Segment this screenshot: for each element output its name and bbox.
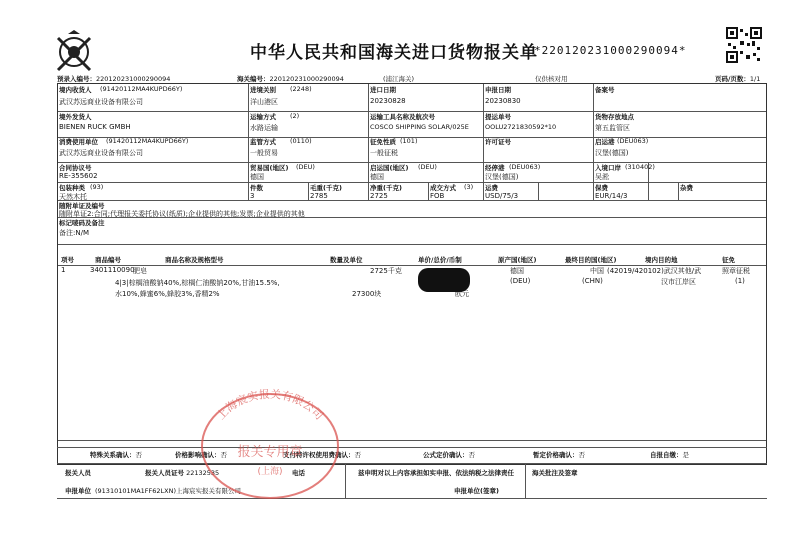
pieces: 3 xyxy=(250,192,255,200)
misc-label: 杂费 xyxy=(680,184,693,192)
user-name: 武汉苏远商业设备有限公司 xyxy=(59,149,143,157)
preentry-value: 220120231000290094 xyxy=(96,75,171,83)
net-label: 净重(千克) xyxy=(370,184,402,192)
royalty-value: 否 xyxy=(354,451,361,459)
selfreport-confirm xyxy=(650,450,689,459)
goods-origin-header: 原产国(地区) xyxy=(498,256,537,264)
departure-name: 汉堡(德国) xyxy=(595,149,629,157)
import-date: 20230828 xyxy=(370,97,406,105)
agent-seal-label: 申报单位(签章) xyxy=(454,487,499,495)
goods-dest-name: 中国 xyxy=(590,267,604,275)
selfreport-value: 是 xyxy=(682,451,689,459)
pieces-label: 件数 xyxy=(250,184,263,192)
special-label: 特殊关系确认： xyxy=(90,451,136,459)
goods-domestic-2: 汉市江岸区 xyxy=(661,278,696,286)
formula-confirm xyxy=(423,450,475,459)
goods-name-2: 4|3|棕榈油酸钠40%,棕榈仁油酸钠20%,甘油15.5%, xyxy=(115,279,280,287)
customs-remark-label: 海关批注及签章 xyxy=(532,469,578,477)
transit-port-label: 经停港 xyxy=(485,164,505,172)
freight: USD/75/3 xyxy=(485,192,519,200)
levy-code: (101) xyxy=(400,137,418,145)
agent: (91310101MA1FF62LXN)上海宸实报关有限公司 xyxy=(95,487,242,495)
statement: 兹申明对以上内容承担如实申报、依法纳税之法律责任 xyxy=(358,469,514,477)
goods-seq: 1 xyxy=(61,266,66,274)
page-label: 页码/页数： xyxy=(715,75,750,83)
selfreport-label: 自报自缴： xyxy=(650,451,683,459)
entry-port-label: 进境关别 xyxy=(250,86,276,94)
goods-origin-code: (DEU) xyxy=(510,277,531,285)
origin-country-label: 启运国(地区) xyxy=(370,164,409,172)
consignee-label: 境内收货人 xyxy=(59,86,92,94)
user-label: 消费使用单位 xyxy=(59,138,98,146)
verify-text: 仅供核对用 xyxy=(535,75,568,83)
vessel: COSCO SHIPPING SOLAR/025E xyxy=(370,123,469,131)
goods-origin-name: 德国 xyxy=(510,267,524,275)
tentative-confirm xyxy=(533,450,585,459)
supervision-code: (0110) xyxy=(290,137,312,145)
contract-label: 合同协议号 xyxy=(59,164,92,172)
goods-name-header: 商品名称及规格型号 xyxy=(165,256,224,264)
customs-no-label: 海关编号： xyxy=(237,75,270,83)
entry-label: 入境口岸 xyxy=(595,164,621,172)
goods-name-1: 肥皂 xyxy=(133,267,147,275)
departure-code: (DEU063) xyxy=(617,137,649,145)
customs-no-value: 220120231000290094 xyxy=(269,75,344,83)
package-code: (93) xyxy=(90,183,104,191)
goods-code-header: 商品编号 xyxy=(95,256,121,264)
transit-port-name: 汉堡(德国) xyxy=(485,173,519,181)
deal-code: (3) xyxy=(464,183,474,191)
remarks-label: 标记唛码及备注 xyxy=(59,219,105,227)
deal: FOB xyxy=(430,192,445,200)
price-label: 价格影响确认： xyxy=(175,451,221,459)
levy-label: 征免性质 xyxy=(370,138,396,146)
goods-qty-2: 27300块 xyxy=(352,290,382,298)
goods-price-header: 单价/总价/币制 xyxy=(418,256,462,264)
contract: RE-355602 xyxy=(59,172,98,180)
declare-date-label: 申报日期 xyxy=(485,86,511,94)
formula-value: 否 xyxy=(468,451,475,459)
import-date-label: 进口日期 xyxy=(370,86,396,94)
supervision-name: 一般贸易 xyxy=(250,149,278,157)
goods-levy-header: 征免 xyxy=(722,256,735,264)
consignee-code: (91420112MA4KUPD66Y) xyxy=(100,85,183,93)
special-value: 否 xyxy=(135,451,142,459)
insurance-label: 保费 xyxy=(595,184,608,192)
docs-text: 随附单证2:合同;代理报关委托协议(纸质);企业提供的其他;发票;企业提供的其他 xyxy=(59,210,305,218)
record-no-label: 备案号 xyxy=(595,86,615,94)
goods-currency: 欧元 xyxy=(455,290,469,298)
goods-levy-2: (1) xyxy=(735,277,745,285)
gross: 2785 xyxy=(310,192,328,200)
stamp-center-text: 报关专用章 xyxy=(237,445,303,460)
stamp-bottom-text: (上海) xyxy=(257,467,283,477)
qr-code-icon xyxy=(726,27,762,63)
net: 2725 xyxy=(370,192,388,200)
phone-label: 电话 xyxy=(292,469,305,477)
trade-country-name: 德国 xyxy=(250,173,264,181)
origin-country-code: (DEU) xyxy=(418,163,437,171)
origin-country-name: 德国 xyxy=(370,173,384,181)
goods-dest-header: 最终目的国(地区) xyxy=(565,256,617,264)
customs-emblem-icon xyxy=(52,30,96,76)
bill-label: 提运单号 xyxy=(485,113,511,121)
tentative-label: 暂定价格确认： xyxy=(533,451,579,459)
shipper-label: 境外发货人 xyxy=(59,113,92,121)
levy-name: 一般征税 xyxy=(370,149,398,157)
storage: 第五监管区 xyxy=(595,124,630,132)
transport-mode-label: 运输方式 xyxy=(250,113,276,121)
page-number xyxy=(715,74,760,83)
goods-code: 3401110090 xyxy=(90,266,135,274)
declare-date: 20230830 xyxy=(485,97,521,105)
goods-levy-1: 照章征税 xyxy=(722,267,750,275)
user-code: (91420112MA4KUPD66Y) xyxy=(106,137,189,145)
goods-domestic-1: (42019/420102)武汉其他/武 xyxy=(607,267,702,275)
preentry-label: 预录入编号： xyxy=(57,75,96,83)
declarant-cert-value: 22132535 xyxy=(186,469,220,477)
customs-number xyxy=(237,74,344,83)
supervision-label: 监管方式 xyxy=(250,138,276,146)
page-value: 1/1 xyxy=(749,75,761,83)
form-title: 中华人民共和国海关进口货物报关单 xyxy=(250,43,538,63)
transit-port-code: (DEU063) xyxy=(509,163,541,171)
remarks-text: 备注:N/M xyxy=(59,229,89,237)
bill: OOLU2721830592*10 xyxy=(485,123,557,131)
transport-mode-code: (2) xyxy=(290,112,300,120)
trade-country-code: (DEU) xyxy=(296,163,315,171)
goods-qty-header: 数量及单位 xyxy=(330,256,363,264)
deal-label: 成交方式 xyxy=(430,184,456,192)
company-stamp xyxy=(195,388,345,500)
barcode-text: *220120231000290094* xyxy=(534,44,687,57)
preentry-number xyxy=(57,74,170,83)
formula-label: 公式定价确认： xyxy=(423,451,469,459)
trade-country-label: 贸易国(地区) xyxy=(250,164,289,172)
insurance: EUR/14/3 xyxy=(595,192,628,200)
entry-port-name: 洋山港区 xyxy=(250,98,278,106)
shipper-name: BIENEN RUCK GMBH xyxy=(59,123,131,131)
gross-label: 毛重(千克) xyxy=(310,184,342,192)
customs-office: (浦江海关) xyxy=(383,75,415,83)
special-confirm xyxy=(90,450,142,459)
entry-name: 吴淞 xyxy=(595,173,609,181)
vessel-label: 运输工具名称及航次号 xyxy=(370,113,435,121)
goods-qty-1: 2725千克 xyxy=(370,267,402,275)
package-name: 天然木托 xyxy=(59,193,87,201)
goods-domestic-header: 境内目的地 xyxy=(645,256,678,264)
goods-name-3: 水10%,蜂蜜6%,蜂胶3%,香精2% xyxy=(115,290,220,298)
package-label: 包装种类 xyxy=(59,184,85,192)
transport-mode-name: 水路运输 xyxy=(250,124,278,132)
storage-label: 货物存放地点 xyxy=(595,113,634,121)
entry-port-code: (2248) xyxy=(290,85,312,93)
declarant-cert-label: 报关人员证号 xyxy=(145,469,184,477)
docs-label: 随附单证及编号 xyxy=(59,202,105,210)
tentative-value: 否 xyxy=(578,451,585,459)
consignee-name: 武汉苏远商业设备有限公司 xyxy=(59,98,143,106)
declarant-label: 报关人员 xyxy=(65,469,91,477)
royalty-label: 支付特许权使用费确认： xyxy=(283,451,355,459)
license-label: 许可证号 xyxy=(485,138,511,146)
goods-dest-code: (CHN) xyxy=(582,277,603,285)
departure-label: 启运港 xyxy=(595,138,615,146)
freight-label: 运费 xyxy=(485,184,498,192)
price-value: 否 xyxy=(220,451,227,459)
agent-label: 申报单位 xyxy=(65,487,91,495)
goods-seq-header: 项号 xyxy=(61,256,74,264)
stamp-outer-text: 上海宸实报关有限公司 xyxy=(214,388,326,423)
entry-code: (310402) xyxy=(625,163,655,171)
